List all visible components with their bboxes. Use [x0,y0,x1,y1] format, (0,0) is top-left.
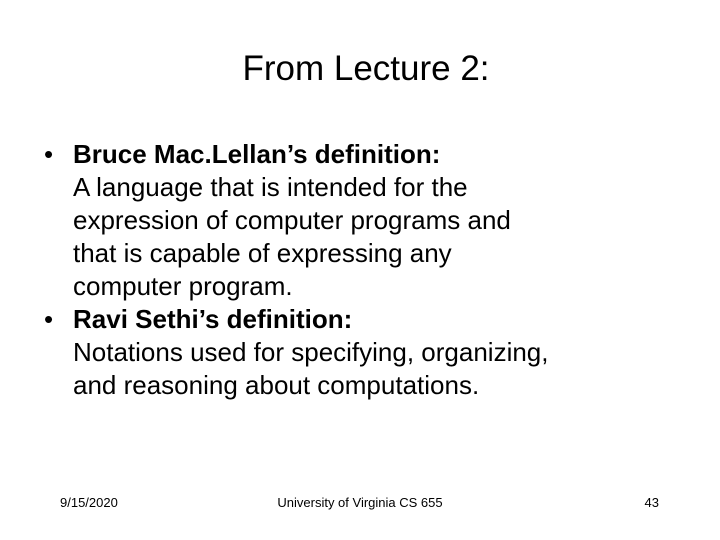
footer-date: 9/15/2020 [60,495,118,510]
bullet-heading: Bruce Mac.Lellan’s definition: [73,139,441,169]
bullet-item-maclellan [44,138,694,303]
bullet-item-sethi [44,303,694,402]
footer-course: University of Virginia CS 655 [277,495,443,510]
bullet-marker: • [44,304,54,334]
bullet-heading: Ravi Sethi’s definition: [73,304,353,334]
bullet-body: Notations used for specifying, organizing, and reasoning about computations. [73,337,549,400]
footer-page-number: 43 [644,495,659,510]
bullet-body: A language that is intended for the expression of computer programs and that is capable of expressing any computer program. [73,172,511,301]
bullet-list [44,138,694,402]
bullet-marker: • [44,139,54,169]
slide-title: From Lecture 2: [242,49,490,88]
